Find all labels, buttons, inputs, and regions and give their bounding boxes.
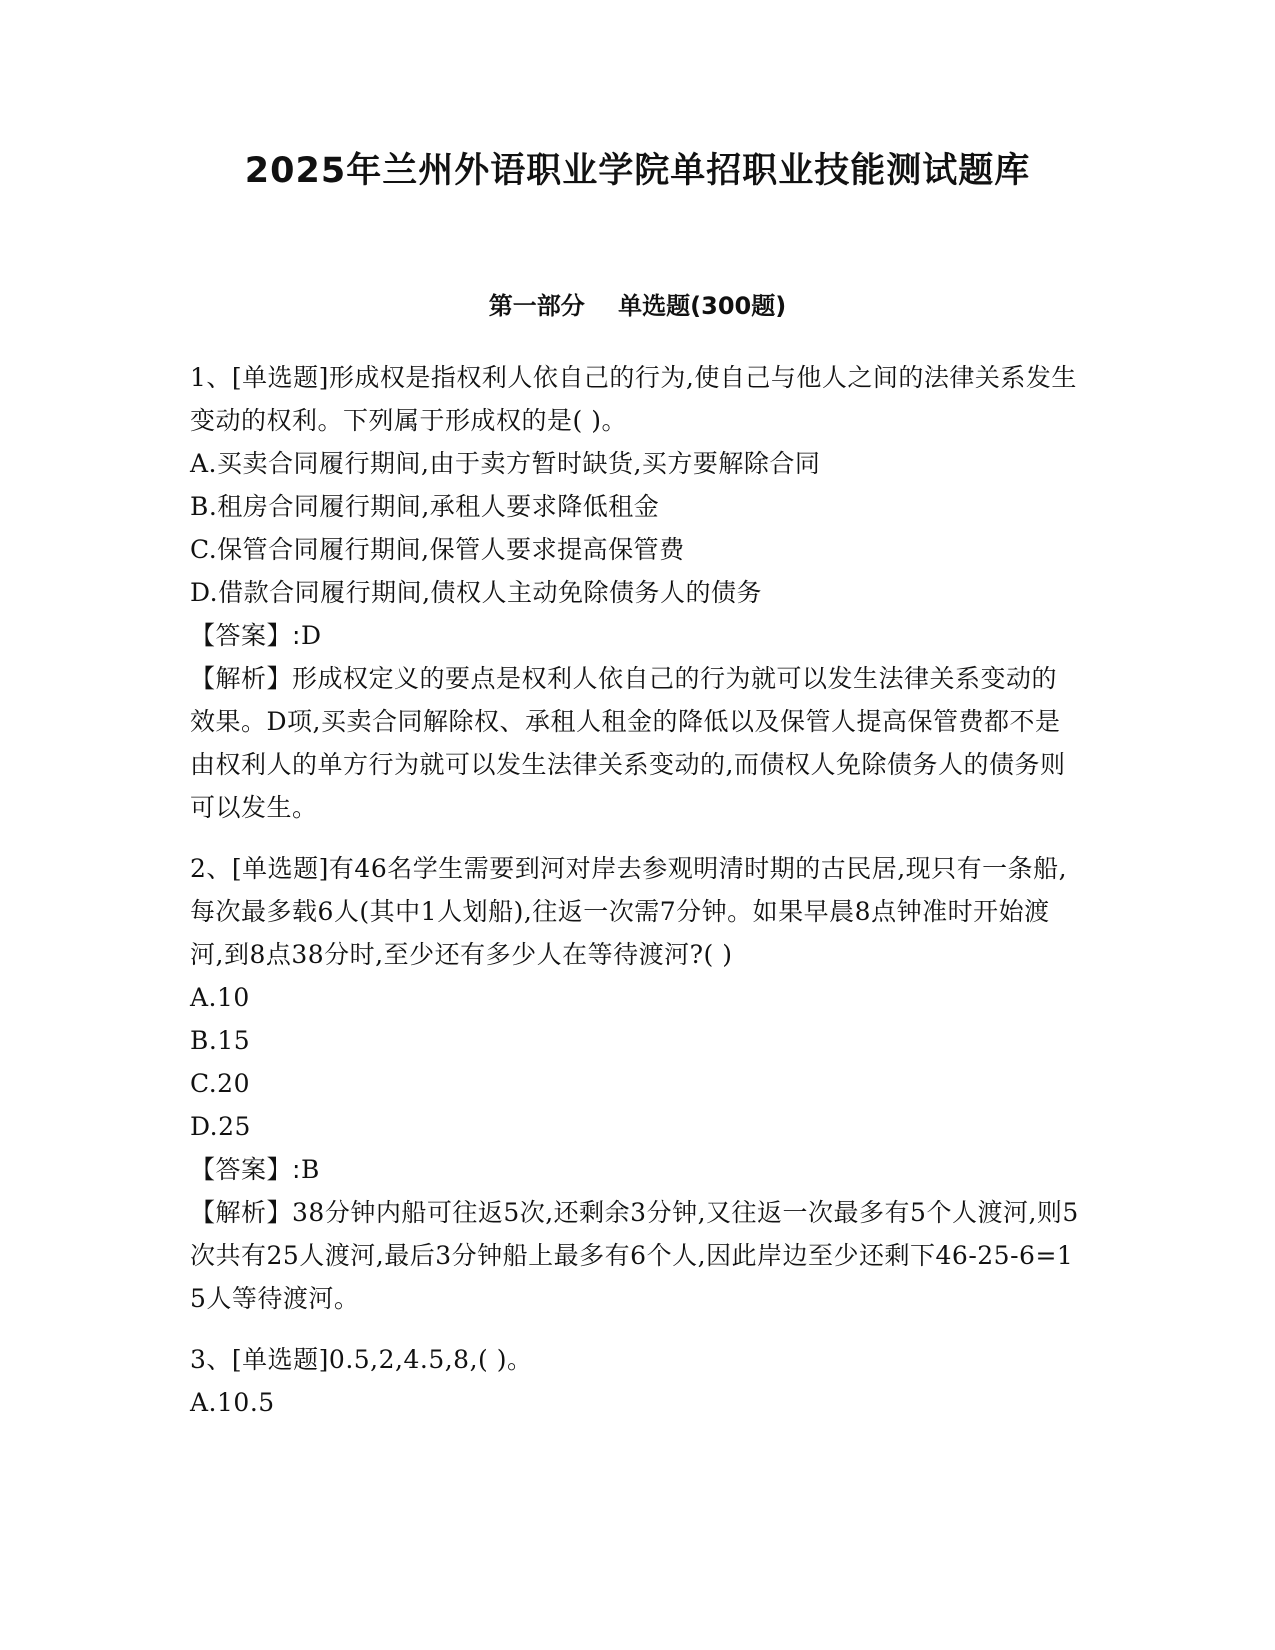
option-a: A.买卖合同履行期间,由于卖方暂时缺货,买方要解除合同 <box>190 449 821 478</box>
answer-line <box>190 1148 1080 1191</box>
answer-line <box>190 614 1080 657</box>
option-d: D.25 <box>190 1112 251 1141</box>
analysis-text: 形成权定义的要点是权利人依自己的行为就可以发生法律关系变动的效果。D项,买卖合同解除权、承租人租金的降低以及保管人提高保管费都不是由权利人的单方行为就可以发生法律关系变动的,而债权人免除债务人的债务则可以发生。 <box>190 664 1066 822</box>
analysis-label: 【解析】 <box>190 1198 293 1227</box>
analysis-line <box>190 657 1080 829</box>
answer-value: D <box>300 621 322 650</box>
question-stem: 1、[单选题]形成权是指权利人依自己的行为,使自己与他人之间的法律关系发生变动的权利。下列属于形成权的是( )。 <box>190 363 1077 435</box>
option-c: C.保管合同履行期间,保管人要求提高保管费 <box>190 535 685 564</box>
analysis-line <box>190 1191 1080 1320</box>
answer-label: 【答案】: <box>190 621 301 650</box>
option-a: A.10 <box>190 983 250 1012</box>
answer-value: B <box>300 1155 320 1184</box>
option-c: C.20 <box>190 1069 250 1098</box>
question-list <box>190 356 1080 1442</box>
question-1 <box>190 356 1080 829</box>
option-b: B.15 <box>190 1026 251 1055</box>
option-b: B.租房合同履行期间,承租人要求降低租金 <box>190 492 660 521</box>
option-a: A.10.5 <box>190 1388 275 1417</box>
question-2 <box>190 847 1080 1320</box>
question-stem: 3、[单选题]0.5,2,4.5,8,( )。 <box>190 1345 533 1374</box>
question-stem: 2、[单选题]有46名学生需要到河对岸去参观明清时期的古民居,现只有一条船,每次最多载6人(其中1人划船),往返一次需7分钟。如果早晨8点钟准时开始渡河,到8点38分时,至少还有多少人在等待渡河?( ) <box>190 854 1068 969</box>
document-title: 2025年兰州外语职业学院单招职业技能测试题库 <box>244 151 1031 191</box>
analysis-label: 【解析】 <box>190 664 293 693</box>
section-title: 第一部分 单选题(300题) <box>488 292 787 320</box>
option-d: D.借款合同履行期间,债权人主动免除债务人的债务 <box>190 578 763 607</box>
question-3 <box>190 1338 1080 1424</box>
answer-label: 【答案】: <box>190 1155 301 1184</box>
analysis-text: 38分钟内船可往返5次,还剩余3分钟,又往返一次最多有5个人渡河,则5次共有25人渡河,最后3分钟船上最多有6个人,因此岸边至少还剩下46-25-6=15人等待渡河。 <box>190 1198 1079 1313</box>
